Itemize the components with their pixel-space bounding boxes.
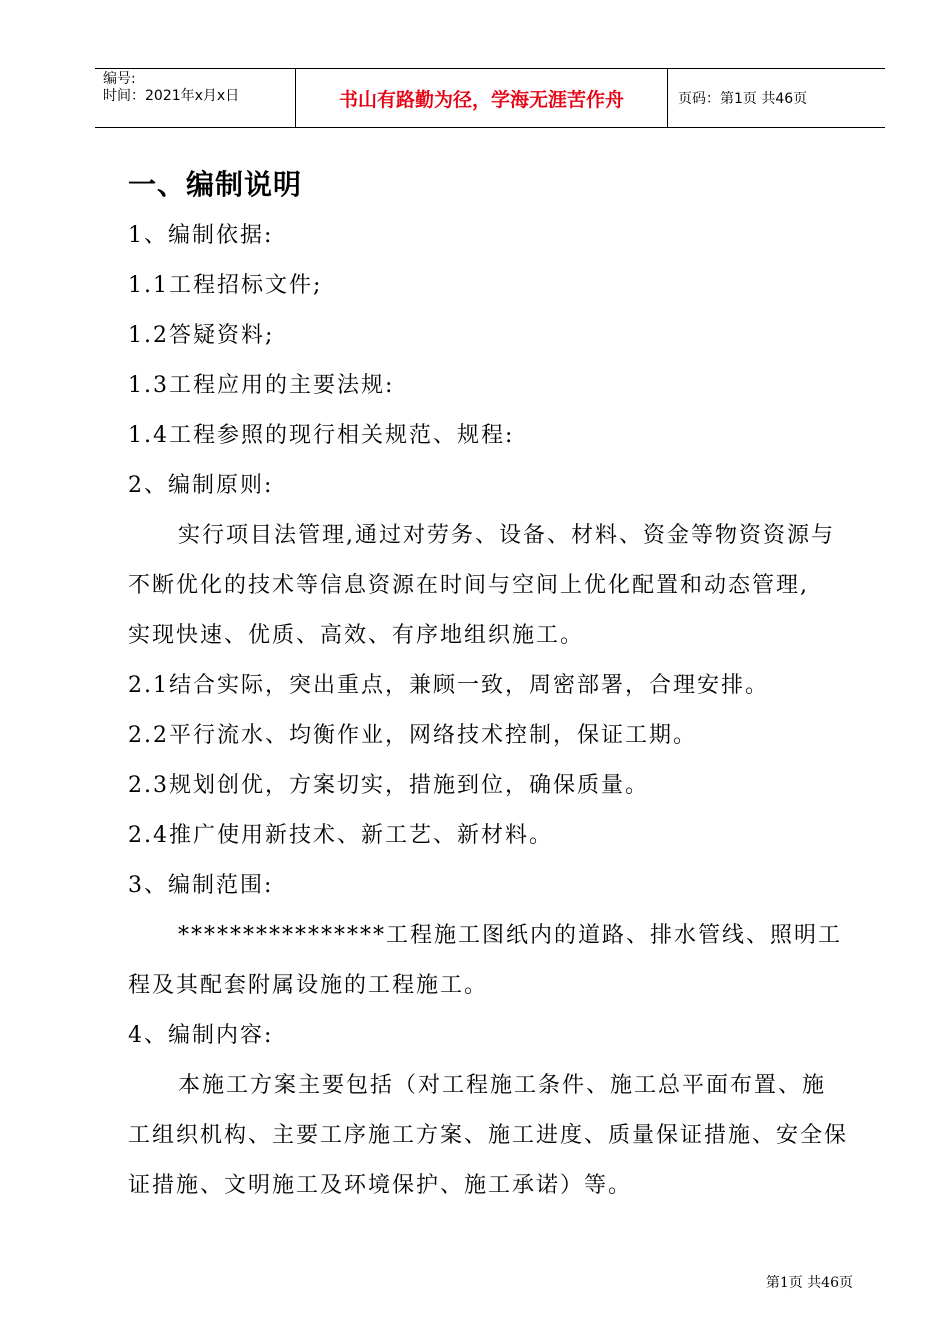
paragraph-line: 实行项目法管理,通过对劳务、设备、材料、资金等物资资源与 <box>178 523 835 548</box>
header-motto-cell <box>296 69 668 127</box>
page-footer: 第1页 共46页 <box>765 1275 853 1291</box>
paragraph-line: 1.1工程招标文件; <box>128 273 323 298</box>
paragraph-line: 证措施、文明施工及环境保护、施工承诺）等。 <box>128 1173 633 1198</box>
document-number-label: 编号: <box>103 71 136 87</box>
paragraph-line: 1.4工程参照的现行相关规范、规程: <box>128 423 515 448</box>
section-title: 一、编制说明 <box>128 168 303 201</box>
paragraph-line: 2、编制原则: <box>128 473 274 498</box>
paragraph-line: 程及其配套附属设施的工程施工。 <box>128 973 489 998</box>
paragraph-line: 1、编制依据: <box>128 223 274 248</box>
paragraph-line: 4、编制内容: <box>128 1023 274 1048</box>
page-header <box>95 68 885 128</box>
paragraph-line: 工组织机构、主要工序施工方案、施工进度、质量保证措施、安全保 <box>128 1123 849 1148</box>
header-meta-cell <box>95 69 296 127</box>
paragraph-line: 1.2答疑资料; <box>128 323 275 348</box>
paragraph-line: 2.2平行流水、均衡作业，网络技术控制，保证工期。 <box>128 723 697 748</box>
paragraph-line: 2.3规划创优，方案切实，措施到位，确保质量。 <box>128 773 649 798</box>
paragraph-line: 1.3工程应用的主要法规: <box>128 373 395 398</box>
paragraph-line: 2.1结合实际，突出重点，兼顾一致，周密部署，合理安排。 <box>128 673 769 698</box>
paragraph-line: 实现快速、优质、高效、有序地组织施工。 <box>128 623 585 648</box>
paragraph-line: 3、编制范围: <box>128 873 274 898</box>
header-page-info: 页码：第1页 共46页 <box>678 91 808 107</box>
paragraph-line: ****************工程施工图纸内的道路、排水管线、照明工 <box>178 923 843 948</box>
header-motto: 书山有路勤为径，学海无涯苦作舟 <box>338 88 624 111</box>
paragraph-line: 不断优化的技术等信息资源在时间与空间上优化配置和动态管理, <box>128 573 809 598</box>
paragraph-line: 2.4推广使用新技术、新工艺、新材料。 <box>128 823 553 848</box>
paragraph-line: 本施工方案主要包括（对工程施工条件、施工总平面布置、施 <box>178 1073 827 1098</box>
document-date-label: 时间：2021年x月x日 <box>103 88 240 104</box>
header-page-cell <box>668 69 885 127</box>
